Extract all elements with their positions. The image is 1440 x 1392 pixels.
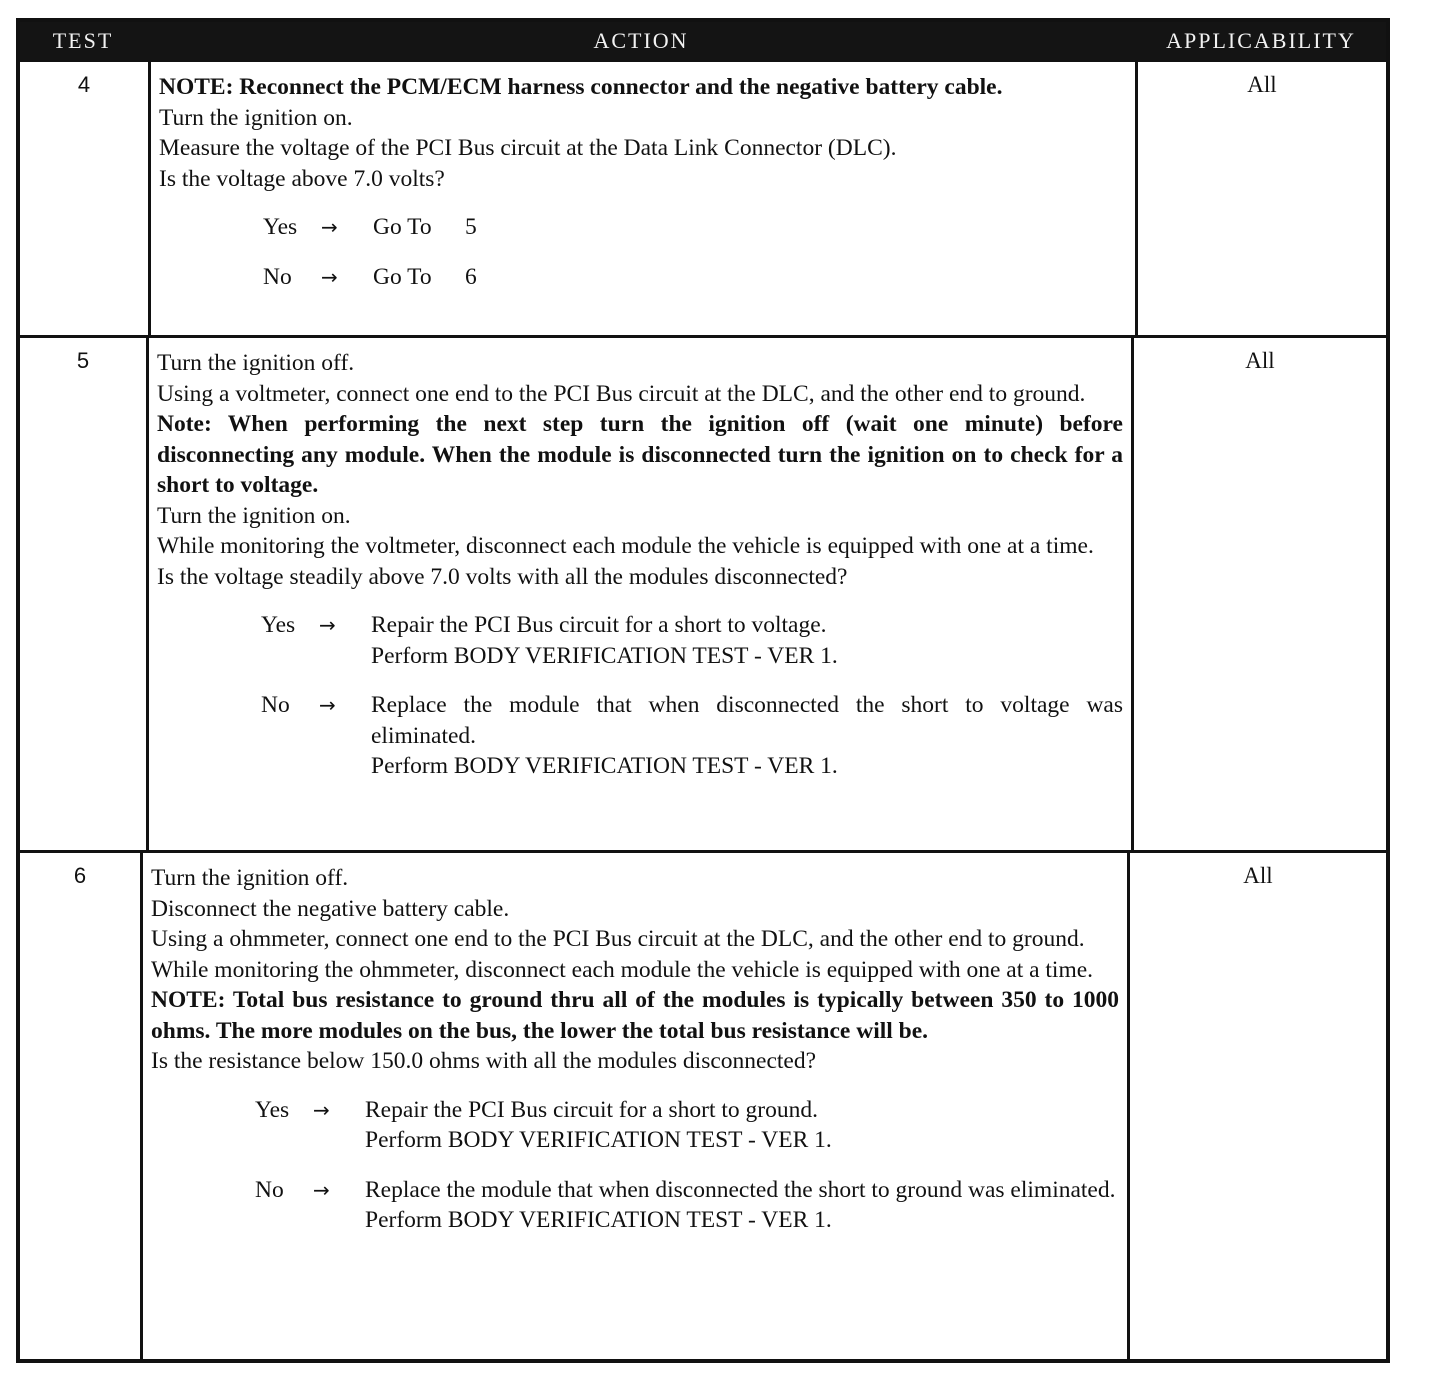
action-cell bbox=[146, 338, 1134, 850]
answer-label: No bbox=[261, 692, 290, 718]
action-line: Turn the ignition on. bbox=[159, 104, 353, 131]
answers-block bbox=[263, 212, 1127, 292]
test-number: 6 bbox=[73, 863, 87, 888]
right-arrow-icon: → bbox=[321, 264, 338, 289]
answer-line: Perform BODY VERIFICATION TEST - VER 1. bbox=[365, 1127, 832, 1153]
answer-line: Replace the module that when disconnected the short to ground was eliminated. bbox=[365, 1176, 1116, 1203]
goto-number: 5 bbox=[465, 214, 477, 240]
action-line: Turn the ignition on. bbox=[157, 502, 351, 529]
action-line: Turn the ignition off. bbox=[151, 865, 349, 891]
right-arrow-icon: → bbox=[313, 1097, 330, 1122]
answer-label: Yes bbox=[261, 612, 296, 638]
answer-yes bbox=[263, 212, 1127, 243]
answer-text bbox=[365, 1095, 1119, 1156]
goto-number: 6 bbox=[465, 263, 477, 290]
goto-word: Go To bbox=[373, 214, 432, 240]
answer-line: Perform BODY VERIFICATION TEST - VER 1. bbox=[371, 753, 838, 779]
action-line: Measure the voltage of the PCI Bus circuit at the Data Link Connector (DLC). bbox=[159, 135, 897, 161]
action-line: Using a ohmmeter, connect one end to the PCI Bus circuit at the DLC, and the other end to ground. bbox=[151, 926, 1085, 952]
header-action: ACTION bbox=[593, 28, 689, 53]
test-number: 4 bbox=[77, 72, 91, 97]
action-cell bbox=[148, 62, 1138, 335]
action-line: Disconnect the negative battery cable. bbox=[151, 895, 510, 922]
test-row-6 bbox=[20, 850, 1386, 1363]
answer-text bbox=[371, 690, 1123, 782]
answer-line: Perform BODY VERIFICATION TEST - VER 1. bbox=[371, 642, 838, 669]
applicability-value: All bbox=[1247, 72, 1277, 97]
action-cell bbox=[140, 853, 1130, 1363]
answer-yes bbox=[255, 1095, 1119, 1156]
answer-line: Repair the PCI Bus circuit for a short to voltage. bbox=[371, 612, 827, 638]
right-arrow-icon: → bbox=[319, 693, 336, 717]
action-line: While monitoring the voltmeter, disconnect each module the vehicle is equipped with one at a time. bbox=[157, 533, 1094, 559]
action-line: Is the voltage above 7.0 volts? bbox=[159, 165, 445, 192]
answers-block bbox=[261, 610, 1123, 782]
answer-line: Replace the module that when disconnected the short to voltage was eliminated. bbox=[371, 692, 1123, 749]
answer-no bbox=[261, 690, 1123, 782]
action-line: Is the voltage steadily above 7.0 volts with all the modules disconnected? bbox=[157, 563, 848, 590]
answer-line: Perform BODY VERIFICATION TEST - VER 1. bbox=[365, 1207, 832, 1233]
applicability-value: All bbox=[1245, 348, 1275, 373]
note-text: NOTE: Reconnect the PCM/ECM harness connector and the negative battery cable. bbox=[159, 74, 1003, 100]
answers-block bbox=[255, 1095, 1119, 1236]
right-arrow-icon: → bbox=[319, 613, 336, 637]
answer-no bbox=[255, 1175, 1119, 1236]
answer-yes bbox=[261, 610, 1123, 671]
header-test: TEST bbox=[52, 28, 114, 53]
answer-text bbox=[365, 1175, 1119, 1236]
header-applicability: APPLICABILITY bbox=[1166, 28, 1356, 53]
note-text: NOTE: Total bus resistance to ground thru all of the modules is typically between 350 to 1000 ohms. The more modules on the bus, the lower the total bus resistance will be. bbox=[151, 987, 1119, 1044]
goto-word: Go To bbox=[373, 263, 432, 290]
answer-text bbox=[371, 610, 1123, 671]
test-row-4 bbox=[20, 62, 1386, 335]
test-number: 5 bbox=[76, 348, 90, 373]
diagnostic-test-table bbox=[16, 18, 1390, 1363]
answer-line: Repair the PCI Bus circuit for a short to ground. bbox=[365, 1096, 818, 1123]
action-line: Is the resistance below 150.0 ohms with all the modules disconnected? bbox=[151, 1048, 817, 1074]
action-line: While monitoring the ohmmeter, disconnect each module the vehicle is equipped with one at a time. bbox=[151, 956, 1094, 983]
action-line: Using a voltmeter, connect one end to the PCI Bus circuit at the DLC, and the other end to ground. bbox=[157, 380, 1086, 407]
answer-goto bbox=[373, 212, 1127, 243]
table-header-row bbox=[20, 22, 1386, 62]
answer-goto bbox=[373, 262, 1127, 293]
right-arrow-icon: → bbox=[313, 1177, 330, 1202]
answer-label: No bbox=[255, 1176, 284, 1203]
answer-label: Yes bbox=[255, 1096, 290, 1123]
applicability-value: All bbox=[1243, 863, 1273, 888]
answer-no bbox=[263, 262, 1127, 293]
action-line: Turn the ignition off. bbox=[157, 350, 355, 376]
right-arrow-icon: → bbox=[321, 215, 338, 239]
note-text: Note: When performing the next step turn the ignition off (wait one minute) before disconnecting any module. When the module is disconnected turn the ignition on to check for a short to voltage. bbox=[157, 411, 1123, 498]
answer-label: Yes bbox=[263, 214, 298, 240]
test-row-5 bbox=[20, 335, 1386, 850]
answer-label: No bbox=[263, 263, 292, 290]
